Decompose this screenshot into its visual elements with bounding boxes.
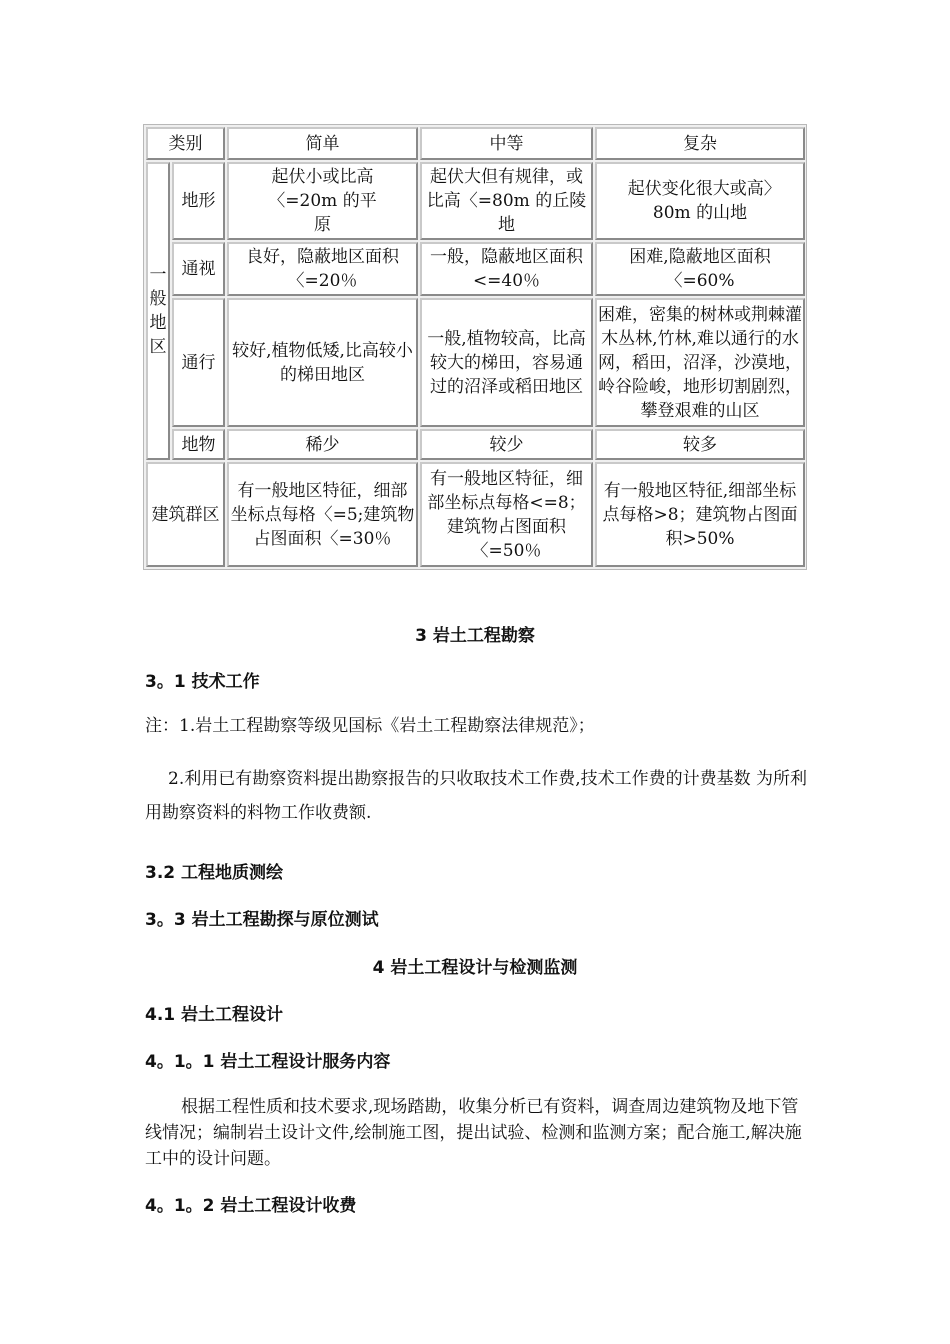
passability-medium: 一般,植物较高，比高较大的梯田，容易通过的沼泽或稻田地区 [420,298,593,427]
terrain-simple: 起伏小或比高〈=20m 的平原 [227,162,418,240]
passability-simple: 较好,植物低矮,比高较小的梯田地区 [227,298,418,427]
row-label-features: 地物 [172,429,225,460]
general-area-label: 一 般 地 区 [146,162,170,460]
row-label-visibility: 通视 [172,242,225,296]
terrain-classification-table [143,124,807,570]
features-complex: 较多 [595,429,805,460]
features-simple: 稀少 [227,429,418,460]
terrain-medium: 起伏大但有规律，或比高〈=80m 的丘陵地 [420,162,593,240]
header-simple: 简单 [227,127,418,160]
features-medium: 较少 [420,429,593,460]
terrain-complex: 起伏变化很大或高〉80m 的山地 [595,162,805,240]
section-4-1-1-heading: 4。1。1 岩土工程设计服务内容 [145,1052,391,1072]
row-label-terrain: 地形 [172,162,225,240]
building-complex: 有一般地区特征,细部坐标点每格>8；建筑物占图面积>50% [595,462,805,567]
note-2: 2.利用已有勘察资料提出勘察报告的只收取技术工作费,技术工作费的计费基数 为所利用勘察资料的料物工作收费额. [145,769,808,823]
building-simple: 有一般地区特征，细部坐标点每格〈=5;建筑物占图面积〈=30％ [227,462,418,567]
visibility-complex: 困难,隐蔽地区面积〈=60% [595,242,805,296]
row-label-passability: 通行 [172,298,225,427]
passability-complex: 困难，密集的树林或荆棘灌木丛林,竹林,难以通行的水网，稻田，沼泽，沙漠地，岭谷险峻，地形切割剧烈，攀登艰难的山区 [595,298,805,427]
section-3-title: 3 岩土工程勘察 [415,626,535,646]
row-label-building: 建筑群区 [146,462,225,567]
visibility-simple: 良好，隐蔽地区面积〈=20％ [227,242,418,296]
section-3-3-heading: 3。3 岩土工程勘探与原位测试 [145,910,379,930]
building-medium: 有一般地区特征，细部坐标点每格<=8；建筑物占图面积〈=50％ [420,462,593,567]
header-category: 类别 [146,127,225,160]
section-3-2-heading: 3.2 工程地质测绘 [145,863,284,883]
header-complex: 复杂 [595,127,805,160]
section-4-title: 4 岩土工程设计与检测监测 [372,958,578,978]
paragraph-4-1-1: 根据工程性质和技术要求,现场踏勘，收集分析已有资料，调查周边建筑物及地下管线情况；编制岩土设计文件,绘制施工图，提出试验、检测和监测方案；配合施工,解决施工中的设计问题。 [145,1097,802,1169]
visibility-medium: 一般，隐蔽地区面积<=40％ [420,242,593,296]
note-1: 注：1.岩土工程勘察等级见国标《岩土工程勘察法律规范》； [145,716,595,736]
section-4-1-heading: 4.1 岩土工程设计 [145,1005,284,1025]
header-medium: 中等 [420,127,593,160]
section-4-1-2-heading: 4。1。2 岩土工程设计收费 [145,1196,357,1216]
section-3-1-heading: 3。1 技术工作 [145,672,260,692]
